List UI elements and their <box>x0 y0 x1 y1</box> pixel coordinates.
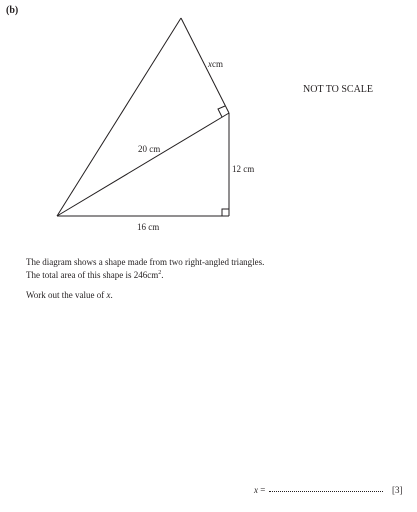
label-hypotenuse: 20 cm <box>138 144 161 154</box>
label-x-cm <box>208 59 223 69</box>
not-to-scale-note: NOT TO SCALE <box>303 84 374 95</box>
question-line-1: The diagram shows a shape made from two right-angled triangles. <box>26 257 265 267</box>
left-edge <box>57 18 181 216</box>
answer-var: x <box>254 485 258 495</box>
part-label: (b) <box>6 5 19 16</box>
right-angle-marker-bottom <box>222 209 229 216</box>
label-base: 16 cm <box>137 222 160 232</box>
question-text <box>26 257 264 281</box>
label-x-unit: cm <box>212 59 223 69</box>
label-x-var: x <box>208 59 212 69</box>
hypotenuse-edge <box>57 113 229 216</box>
label-vertical: 12 cm <box>232 164 255 174</box>
question-line-2: The total area of this shape is $246cm^2$. <box>26 270 164 280</box>
marks-label: [3] <box>392 485 403 495</box>
answer-blank[interactable] <box>269 491 383 492</box>
right-angle-marker-top <box>218 106 225 117</box>
answer-equals: = <box>260 485 266 495</box>
instruction-text: Work out the value of x. <box>26 290 113 300</box>
answer-line[interactable] <box>254 485 385 495</box>
